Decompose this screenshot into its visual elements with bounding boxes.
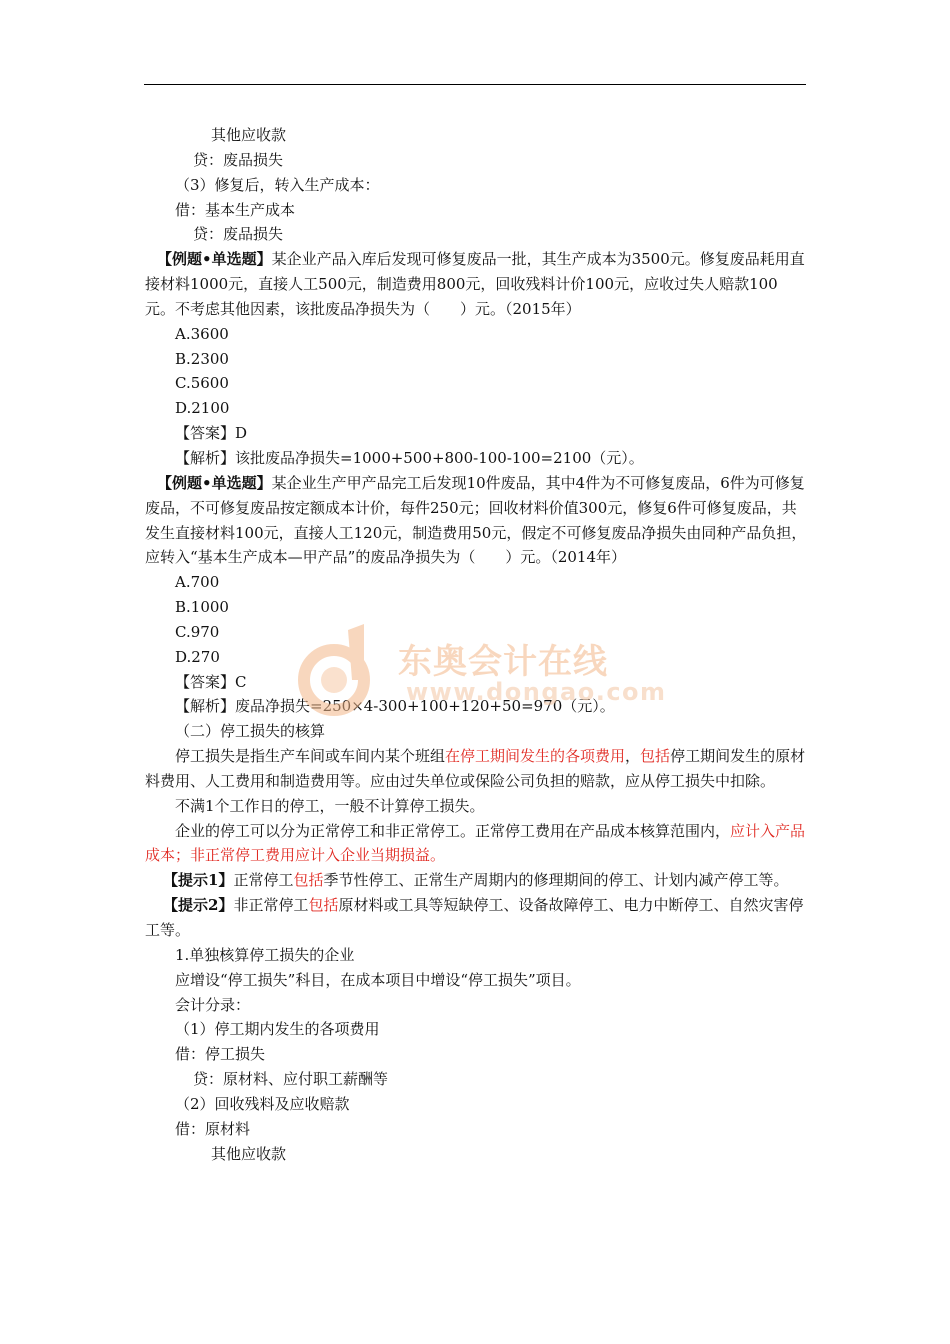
- highlight-text: 包括: [308, 896, 339, 915]
- tip-text: 原材料或工具等短缺停工、设备故障停工、电力中断停工、自然灾害停工等。: [145, 896, 804, 939]
- step-heading: （2）回收残料及应收赔款: [175, 1094, 350, 1113]
- tip-2: [145, 893, 807, 943]
- paragraph-text: 停工期间发生的原材料费用、人工费用和制造费用等。应由过失单位或保险公司负担的赔款，应从停工损失中扣除。: [145, 747, 806, 790]
- paragraph-text: 停工损失是指生产车间或车间内某个班组: [175, 747, 446, 766]
- option-a: A.3600: [175, 324, 229, 343]
- entry-line: 其他应收款: [211, 126, 287, 144]
- highlight-text: 包括: [293, 871, 324, 890]
- entry-line: 借：停工损失: [175, 1045, 266, 1064]
- explanation: 【解析】该批废品净损失=1000+500+800-100-100=2100（元）。: [175, 448, 644, 467]
- paragraph-classification: [145, 819, 807, 869]
- option-d: D.2100: [175, 399, 230, 418]
- paragraph-text: ，: [625, 747, 641, 766]
- option-c: C.970: [175, 622, 220, 641]
- option-d: D.270: [175, 647, 220, 666]
- tip-tag: 【提示2】: [163, 896, 234, 915]
- watermark-url: www.dongao.com: [406, 678, 667, 706]
- entry-line: 其他应收款: [211, 1144, 287, 1163]
- paragraph-definition: [145, 744, 807, 794]
- entry-line: 借：基本生产成本: [175, 200, 296, 219]
- paragraph-text: 企业的停工可以分为正常停工和非正常停工。正常停工费用在产品成本核算范围内，: [175, 821, 731, 840]
- question-text: 某企业生产甲产品完工后发现10件废品，其中4件为不可修复废品，6件为可修复废品，不可修复废品按定额成本计价，每件250元；回收材料价值300元，修复6件可修复废品，共发生直接材料100元，直接人工120元，制造费用50元，假定不可修复废品净损失由同种产品负担，应转入“基本生产成本—甲产品”的废品净损失为（ ）元。（2014年）: [145, 473, 807, 567]
- paragraph: 不满1个工作日的停工，一般不计算停工损失。: [175, 796, 485, 815]
- tip-text: 非正常停工: [233, 896, 309, 915]
- step-heading: （3）修复后，转入生产成本：: [175, 175, 380, 194]
- step-heading: （1）停工期内发生的各项费用: [175, 1020, 380, 1039]
- example-2-question: [145, 471, 807, 570]
- answer: 【答案】C: [175, 672, 247, 691]
- entry-line: 贷：原材料、应付职工薪酬等: [193, 1070, 389, 1089]
- entry-line: 贷：废品损失: [193, 150, 284, 169]
- highlight-text: 在停工期间发生的各项费用: [445, 747, 626, 766]
- question-text: 某企业产品入库后发现可修复废品一批，其生产成本为3500元。修复废品耗用直接材料1000元，直接人工500元，制造费用800元，回收残料计价100元，应收过失人赔款100元。不考虑其他因素，该批废品净损失为（ ）元。（2015年）: [145, 250, 805, 318]
- tip-text: 季节性停工、正常生产周期内的修理期间的停工、计划内减产停工等。: [323, 871, 789, 890]
- document-body: [145, 123, 807, 1166]
- section-heading: （二）停工损失的核算: [175, 722, 326, 741]
- highlight-text: 包括: [640, 747, 671, 766]
- option-a: A.700: [175, 573, 220, 592]
- example-1-question: [145, 247, 807, 322]
- header-rule: [144, 84, 806, 85]
- tip-tag: 【提示1】: [163, 871, 234, 890]
- subsection-heading: 1.单独核算停工损失的企业: [175, 945, 355, 964]
- option-b: B.1000: [175, 598, 229, 617]
- highlight-text: 应计入产品成本；非正常停工费用应计入企业当期损益。: [145, 821, 806, 865]
- paragraph: 会计分录：: [175, 995, 251, 1014]
- option-b: B.2300: [175, 349, 229, 368]
- paragraph: 应增设“停工损失”科目，在成本项目中增设“停工损失”项目。: [175, 970, 581, 989]
- entry-line: 贷：废品损失: [193, 225, 284, 244]
- tip-1: [145, 868, 807, 893]
- example-tag: 【例题•单选题】: [157, 473, 272, 492]
- answer: 【答案】D: [175, 424, 248, 443]
- watermark-title: 东奥会计在线: [398, 642, 608, 682]
- entry-line: 借：原材料: [175, 1119, 251, 1138]
- tip-text: 正常停工: [233, 871, 294, 890]
- example-tag: 【例题•单选题】: [157, 250, 272, 269]
- explanation: 【解析】废品净损失=250×4-300+100+120+50=970（元）。: [175, 697, 615, 716]
- option-c: C.5600: [175, 374, 229, 393]
